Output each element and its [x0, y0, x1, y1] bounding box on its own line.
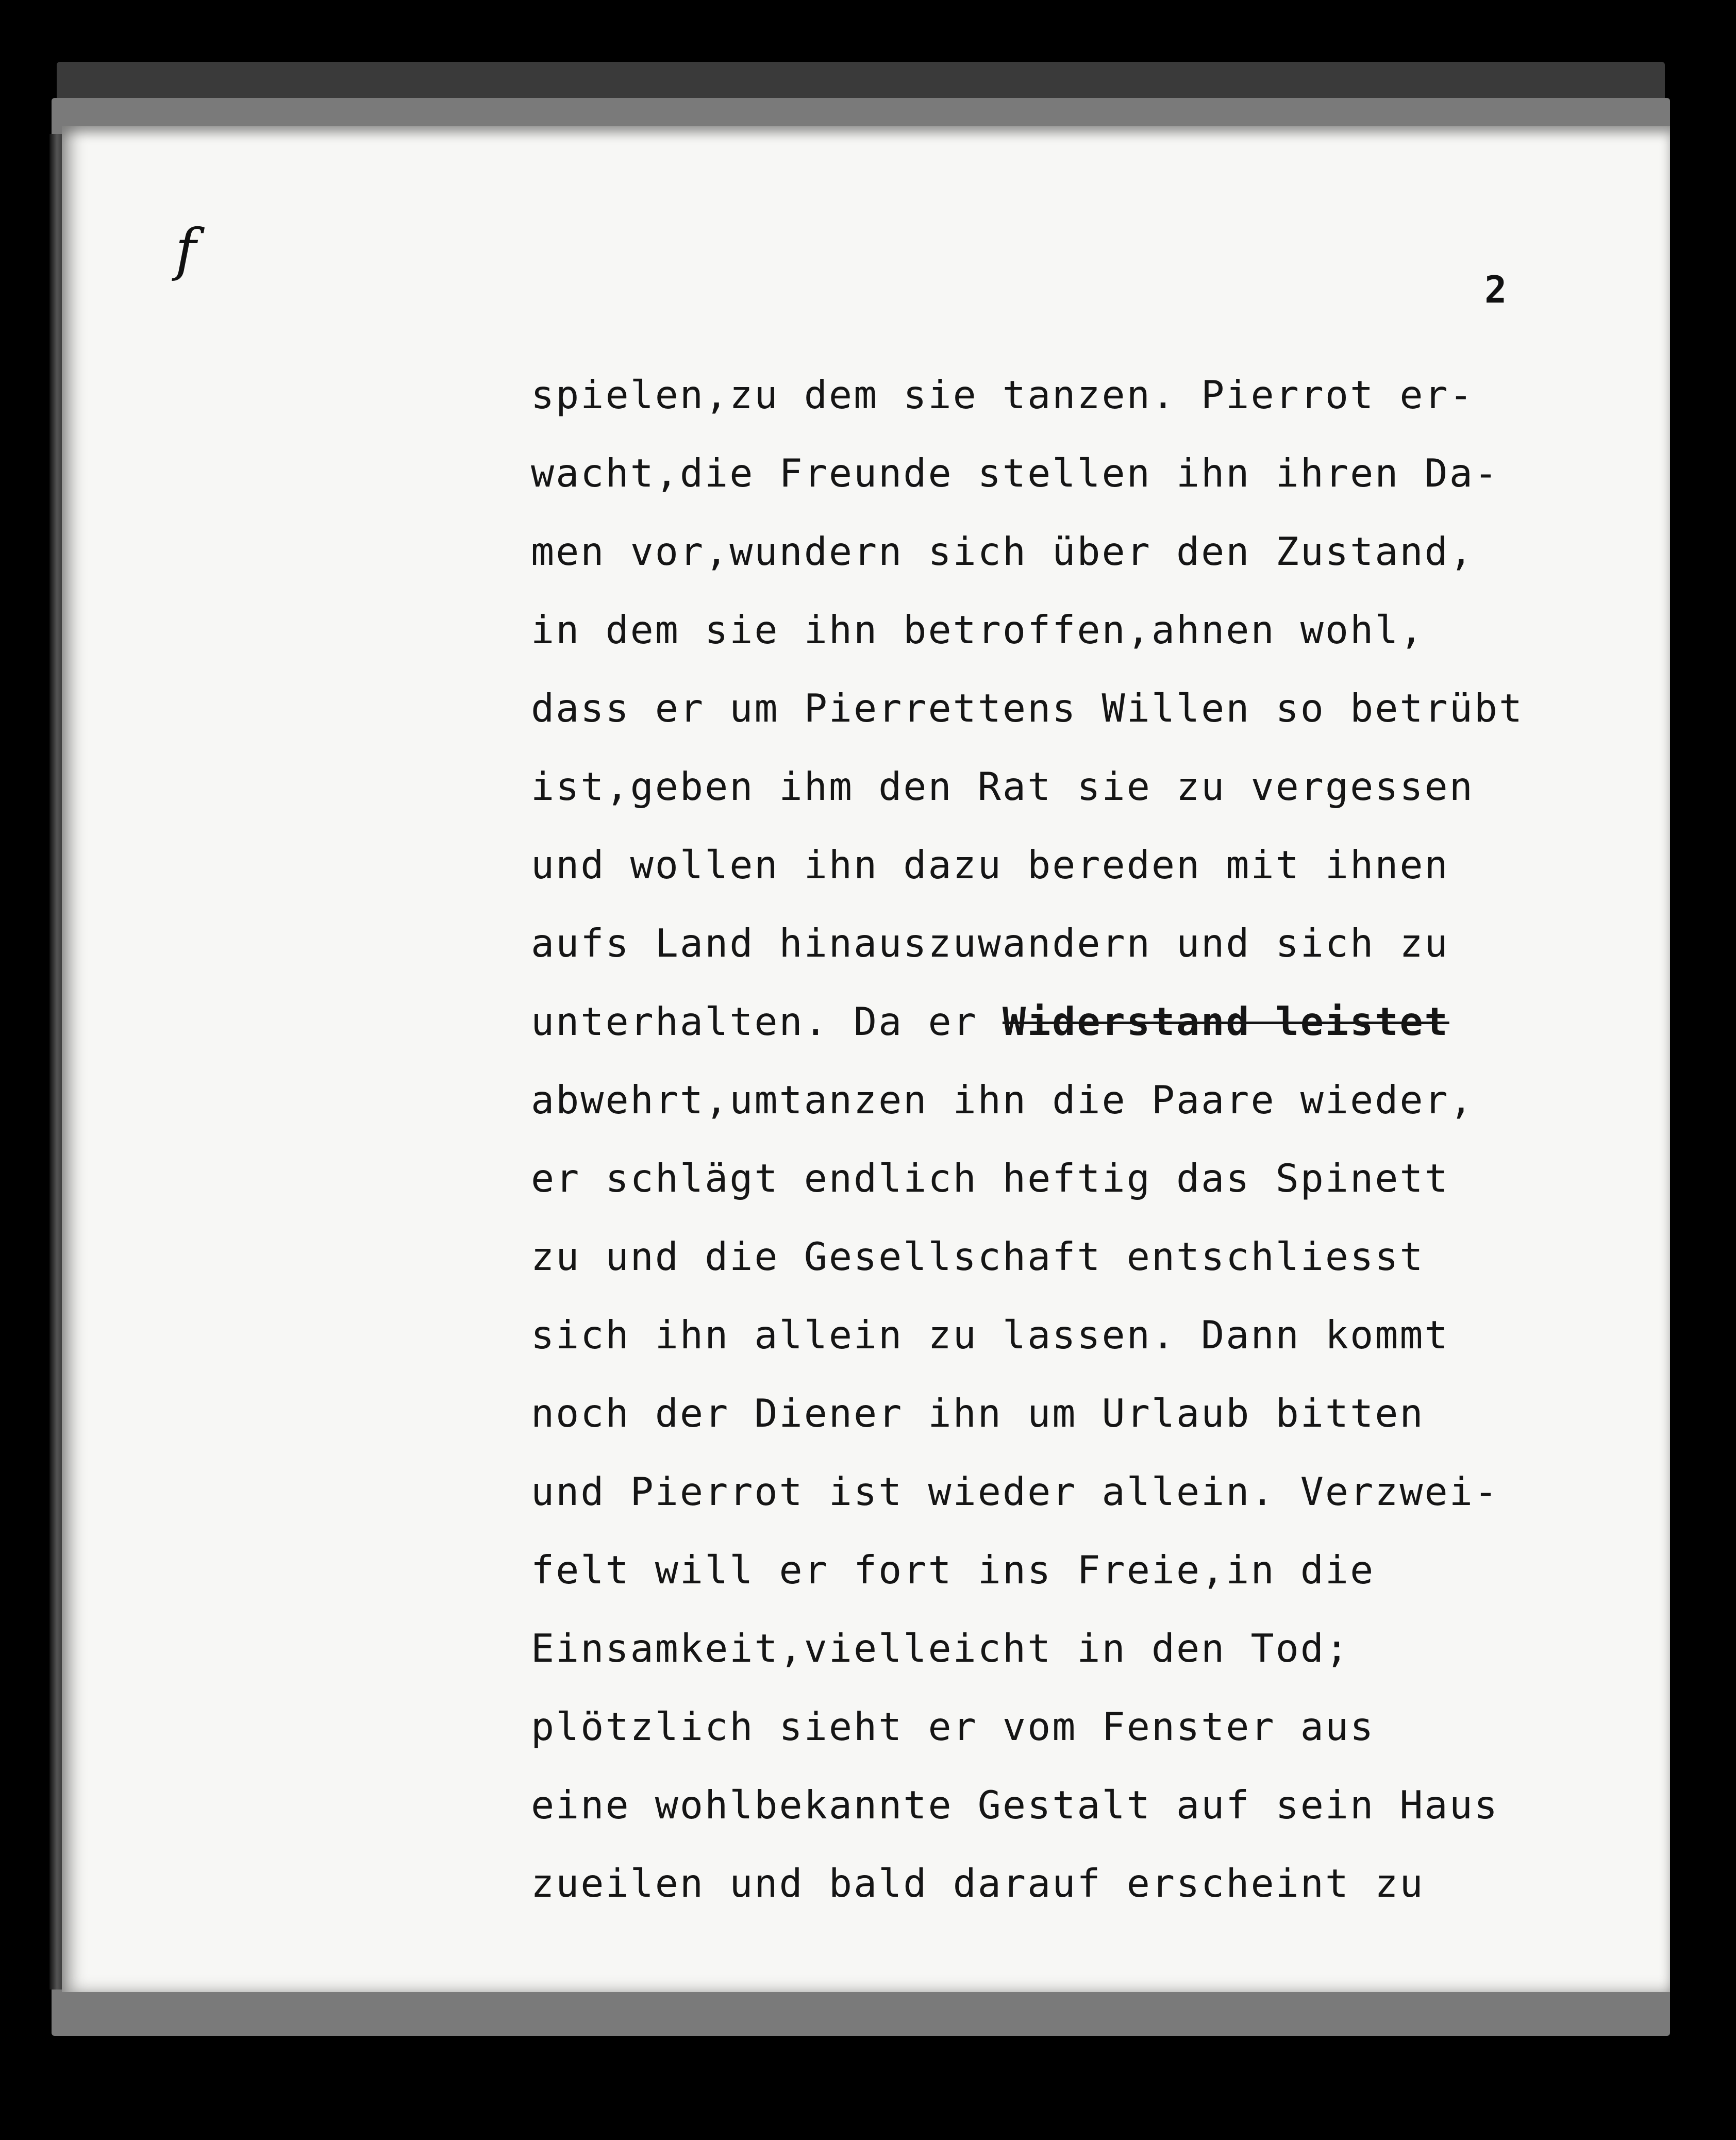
- text-line: und wollen ihn dazu bereden mit ihnen: [531, 842, 1449, 888]
- text-line: plötzlich sieht er vom Fenster aus: [531, 1704, 1375, 1749]
- text-line: und Pierrot ist wieder allein. Verzwei-: [531, 1469, 1499, 1514]
- page-number: 2: [1484, 268, 1507, 311]
- text-line: zu und die Gesellschaft entschliesst: [531, 1234, 1425, 1279]
- text-line: aufs Land hinauszuwandern und sich zu: [531, 921, 1449, 966]
- struck-out-text: Widerstand leistet: [1002, 999, 1449, 1044]
- text-line-start: unterhalten. Da er: [531, 999, 978, 1044]
- text-line: er schlägt endlich heftig das Spinett: [531, 1156, 1449, 1201]
- text-line: in dem sie ihn betroffen,ahnen wohl,: [531, 607, 1425, 653]
- text-line: zueilen und bald darauf erscheint zu: [531, 1861, 1425, 1906]
- text-line: ist,geben ihm den Rat sie zu vergessen: [531, 764, 1474, 809]
- text-line: noch der Diener ihn um Urlaub bitten: [531, 1391, 1425, 1436]
- text-line: sich ihn allein zu lassen. Dann kommt: [531, 1312, 1449, 1358]
- text-line: spielen,zu dem sie tanzen. Pierrot er-: [531, 372, 1474, 417]
- text-line: dass er um Pierrettens Willen so betrübt: [531, 686, 1524, 731]
- text-line: abwehrt,umtanzen ihn die Paare wieder,: [531, 1077, 1474, 1123]
- text-line: Einsamkeit,vielleicht in den Tod;: [531, 1626, 1350, 1671]
- text-line: men vor,wundern sich über den Zustand,: [531, 529, 1474, 574]
- text-line: eine wohlbekannte Gestalt auf sein Haus: [531, 1782, 1499, 1828]
- text-line-with-strike: [531, 982, 1613, 1061]
- margin-mark: f: [175, 216, 196, 282]
- typed-text-block: [531, 356, 1613, 1922]
- text-line: wacht,die Freunde stellen ihn ihren Da-: [531, 450, 1499, 496]
- text-line: felt will er fort ins Freie,in die: [531, 1547, 1375, 1593]
